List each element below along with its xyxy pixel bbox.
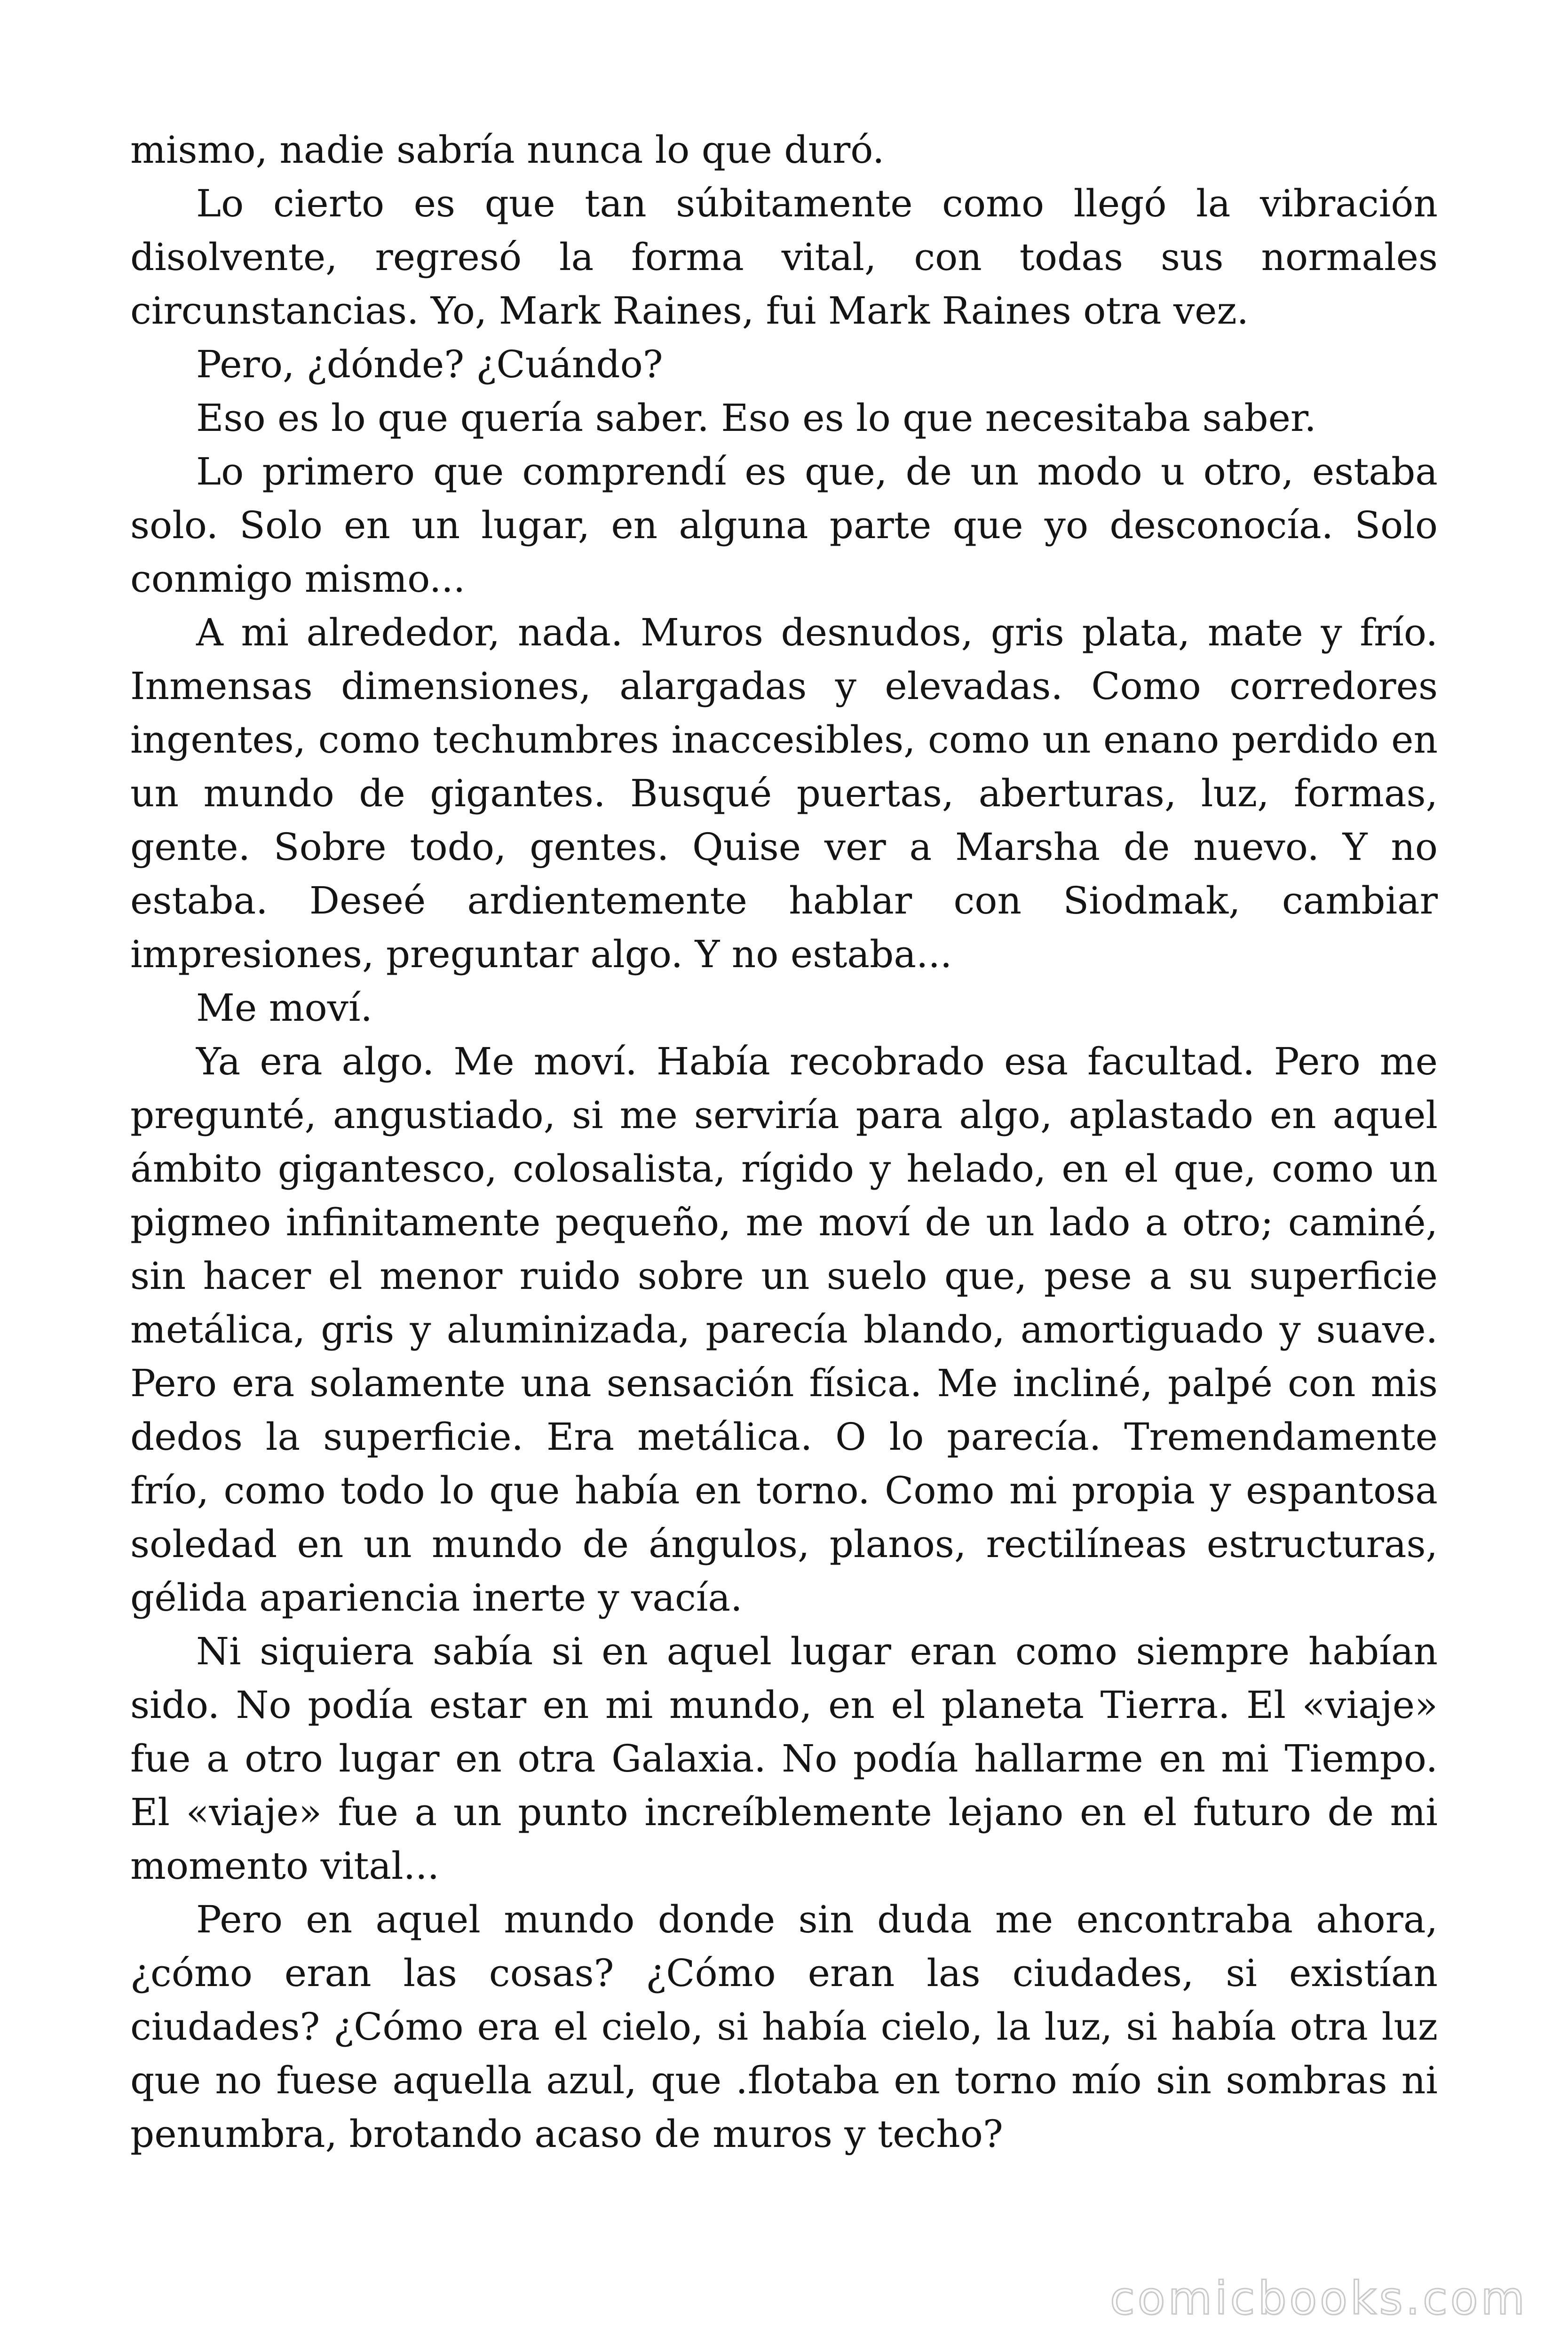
- paragraph: Lo primero que comprendí es que, de un modo u otro, estaba solo. Solo en un lugar, en alguna parte que yo desconocía. Solo conmigo mismo...: [130, 450, 1438, 601]
- watermark: comicbooks.com: [1109, 2272, 1528, 2325]
- body-text: [130, 123, 1438, 2161]
- paragraph: Eso es lo que quería saber. Eso es lo que necesitaba saber.: [196, 396, 1316, 440]
- paragraph: Ya era algo. Me moví. Había recobrado esa facultad. Pero me pregunté, angustiado, si me serviría para algo, aplastado en aquel ámbito gigantesco, colosalista, rígido y helado, en el que, como un pigmeo infinitamente pequeño, me moví de un lado a otro; caminé, sin hacer el menor ruido sobre un suelo que, pese a su superficie metálica, gris y aluminizada, parecía blando, amortiguado y suave. Pero era solamente una sensación física. Me incliné, palpé con mis dedos la superficie. Era metálica. O lo parecía. Tremendamente frío, como todo lo que había en torno. Como mi propia y espantosa soledad en un mundo de ángulos, planos, rectilíneas estructuras, gélida apariencia inerte y vacía.: [130, 1040, 1438, 1620]
- paragraph: Me moví.: [196, 986, 372, 1030]
- paragraph: Lo cierto es que tan súbitamente como llegó la vibración disolvente, regresó la forma vital, con todas sus normales circunstancias. Yo, Mark Raines, fui Mark Raines otra vez.: [130, 182, 1438, 333]
- paragraph: Pero, ¿dónde? ¿Cuándo?: [196, 342, 663, 386]
- paragraph-continuation: mismo, nadie sabría nunca lo que duró.: [130, 128, 885, 172]
- paragraph: Pero en aquel mundo donde sin duda me encontraba ahora, ¿cómo eran las cosas? ¿Cómo eran las ciudades, si existían ciudades? ¿Cómo era el cielo, si había cielo, la luz, si había otra luz que no fuese aquella azul, que .flotaba en torno mío sin sombras ni penumbra, brotando acaso de muros y techo?: [130, 1898, 1438, 2156]
- paragraph: A mi alrededor, nada. Muros desnudos, gris plata, mate y frío. Inmensas dimensiones, alargadas y elevadas. Como corredores ingentes, como techumbres inaccesibles, como un enano perdido en un mundo de gigantes. Busqué puertas, aberturas, luz, formas, gente. Sobre todo, gentes. Quise ver a Marsha de nuevo. Y no estaba. Deseé ardientemente hablar con Siodmak, cambiar impresiones, preguntar algo. Y no estaba...: [130, 611, 1438, 976]
- paragraph: Ni siquiera sabía si en aquel lugar eran como siempre habían sido. No podía estar en mi mundo, en el planeta Tierra. El «viaje» fue a otro lugar en otra Galaxia. No podía hallarme en mi Tiempo. El «viaje» fue a un punto increíblemente lejano en el futuro de mi momento vital...: [130, 1629, 1438, 1888]
